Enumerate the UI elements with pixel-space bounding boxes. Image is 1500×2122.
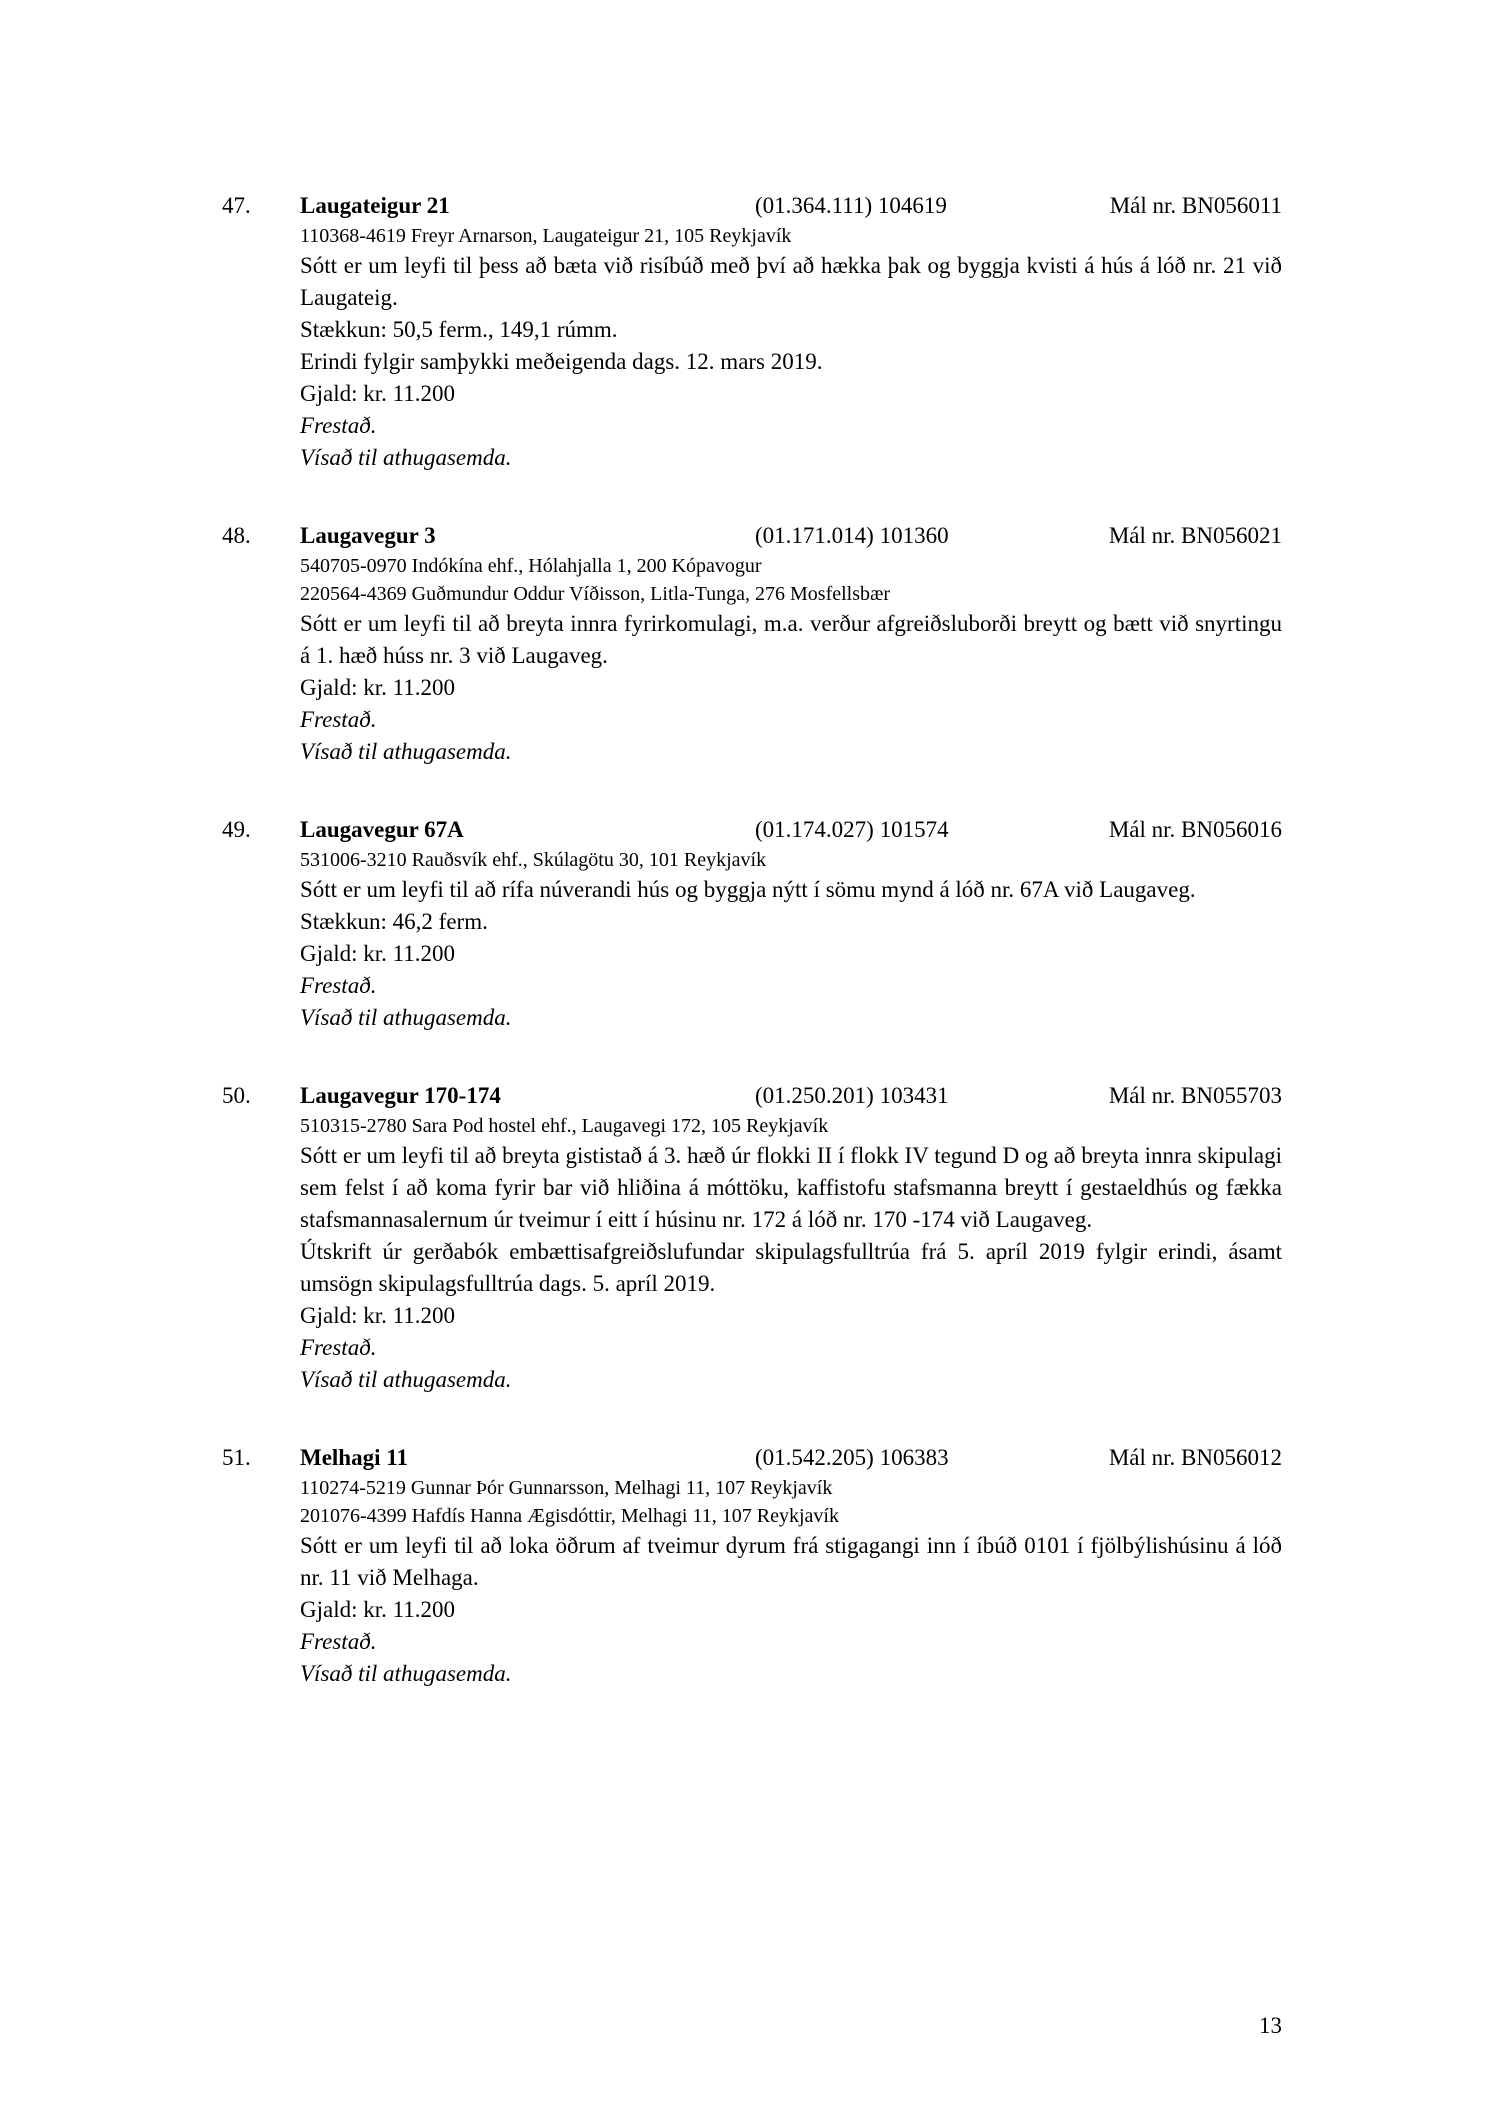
item-number: 49.	[222, 817, 251, 842]
body-line: Stækkun: 50,5 ferm., 149,1 rúmm.	[300, 317, 618, 342]
body-line: Gjald: kr. 11.200	[300, 675, 456, 700]
item-ref-number: (01.542.205) 106383	[755, 1445, 949, 1470]
body-line: Gjald: kr. 11.200	[300, 941, 456, 966]
item-body-text	[300, 1140, 1282, 1332]
item-status	[300, 1332, 1282, 1396]
item-title: Laugavegur 170-174	[300, 1083, 501, 1108]
item-status	[300, 410, 1282, 474]
item-ref-number: (01.364.111) 104619	[755, 193, 947, 218]
party-line: 220564-4369 Guðmundur Oddur Víðisson, Litla-Tunga, 276 Mosfellsbær	[300, 583, 890, 605]
body-line: Útskrift úr gerðabók embættisafgreiðslufundar skipulagsfulltrúa frá 5. apríl 2019 fylgir erindi, ásamt umsögn skipulagsfulltrúa dags. 5. apríl 2019.	[300, 1239, 1282, 1296]
item-number: 47.	[222, 193, 251, 218]
item-status	[300, 704, 1282, 768]
status-line: Vísað til athugasemda.	[300, 1367, 512, 1392]
page-number: 13	[1259, 2013, 1282, 2038]
item-ref-number: (01.171.014) 101360	[755, 523, 949, 548]
item-number: 48.	[222, 523, 251, 548]
item-body-text	[300, 1530, 1282, 1626]
item-ref-number: (01.250.201) 103431	[755, 1083, 949, 1108]
permit-item-list	[222, 190, 1282, 1690]
item-header	[222, 1442, 1282, 1474]
item-title: Laugavegur 67A	[300, 817, 464, 842]
item-case-number: Mál nr. BN056011	[1109, 193, 1282, 218]
item-parties	[300, 552, 1282, 608]
body-line: Sótt er um leyfi til þess að bæta við risíbúð með því að hækka þak og byggja kvisti á hús á lóð nr. 21 við Laugateig.	[300, 253, 1282, 310]
item-case-number: Mál nr. BN056021	[1108, 523, 1282, 548]
item-status	[300, 1626, 1282, 1690]
permit-item	[222, 1080, 1282, 1396]
item-status	[300, 970, 1282, 1034]
body-line: Stækkun: 46,2 ferm.	[300, 909, 488, 934]
body-line: Sótt er um leyfi til að breyta innra fyrirkomulagi, m.a. verður afgreiðsluborði breytt og bætt við snyrtingu á 1. hæð húss nr. 3 við Laugaveg.	[300, 611, 1282, 668]
item-title: Laugavegur 3	[300, 523, 436, 548]
item-case-number: Mál nr. BN056016	[1108, 817, 1282, 842]
party-line: 201076-4399 Hafdís Hanna Ægisdóttir, Melhagi 11, 107 Reykjavík	[300, 1505, 839, 1527]
body-line: Gjald: kr. 11.200	[300, 381, 456, 406]
status-line: Vísað til athugasemda.	[300, 739, 512, 764]
party-line: 510315-2780 Sara Pod hostel ehf., Laugavegi 172, 105 Reykjavík	[300, 1115, 829, 1137]
item-body-text	[300, 608, 1282, 704]
status-line: Vísað til athugasemda.	[300, 1661, 512, 1686]
body-line: Sótt er um leyfi til að loka öðrum af tveimur dyrum frá stigagangi inn í íbúð 0101 í fjölbýlishúsinu á lóð nr. 11 við Melhaga.	[300, 1533, 1282, 1590]
item-case-number: Mál nr. BN056012	[1108, 1445, 1282, 1470]
item-header	[222, 190, 1282, 222]
document-body	[222, 190, 1282, 1736]
item-case-number: Mál nr. BN055703	[1108, 1083, 1282, 1108]
status-line: Frestað.	[300, 707, 377, 732]
item-header	[222, 1080, 1282, 1112]
status-line: Frestað.	[300, 1335, 377, 1360]
item-parties	[300, 222, 1282, 250]
item-header	[222, 520, 1282, 552]
item-body-text	[300, 250, 1282, 410]
item-body-text	[300, 874, 1282, 970]
permit-item	[222, 1442, 1282, 1690]
body-line: Gjald: kr. 11.200	[300, 1597, 456, 1622]
body-line: Gjald: kr. 11.200	[300, 1303, 456, 1328]
item-parties	[300, 846, 1282, 874]
item-parties	[300, 1112, 1282, 1140]
status-line: Frestað.	[300, 1629, 377, 1654]
permit-item	[222, 190, 1282, 474]
status-line: Frestað.	[300, 973, 377, 998]
party-line: 531006-3210 Rauðsvík ehf., Skúlagötu 30, 101 Reykjavík	[300, 849, 767, 871]
item-title: Melhagi 11	[300, 1445, 408, 1470]
party-line: 540705-0970 Indókína ehf., Hólahjalla 1, 200 Kópavogur	[300, 555, 762, 577]
status-line: Vísað til athugasemda.	[300, 1005, 512, 1030]
status-line: Frestað.	[300, 413, 377, 438]
item-title: Laugateigur 21	[300, 193, 450, 218]
item-parties	[300, 1474, 1282, 1530]
body-line: Erindi fylgir samþykki meðeigenda dags. 12. mars 2019.	[300, 349, 823, 374]
item-number: 51.	[222, 1445, 251, 1470]
body-line: Sótt er um leyfi til að rífa núverandi hús og byggja nýtt í sömu mynd á lóð nr. 67A við Laugaveg.	[300, 877, 1196, 902]
party-line: 110274-5219 Gunnar Þór Gunnarsson, Melhagi 11, 107 Reykjavík	[300, 1477, 833, 1499]
body-line: Sótt er um leyfi til að breyta gististað á 3. hæð úr flokki II í flokk IV tegund D og að breyta innra skipulagi sem felst í að koma fyrir bar við hliðina á móttöku, kaffistofu stafsmanna breytt í gestaeldhús og fækka stafsmannasalernum úr tveimur í eitt í húsinu nr. 172 á lóð nr. 170 -174 við Laugaveg.	[300, 1143, 1282, 1232]
status-line: Vísað til athugasemda.	[300, 445, 512, 470]
item-header	[222, 814, 1282, 846]
permit-item	[222, 520, 1282, 768]
item-number: 50.	[222, 1083, 251, 1108]
party-line: 110368-4619 Freyr Arnarson, Laugateigur 21, 105 Reykjavík	[300, 225, 792, 247]
item-ref-number: (01.174.027) 101574	[755, 817, 949, 842]
permit-item	[222, 814, 1282, 1034]
